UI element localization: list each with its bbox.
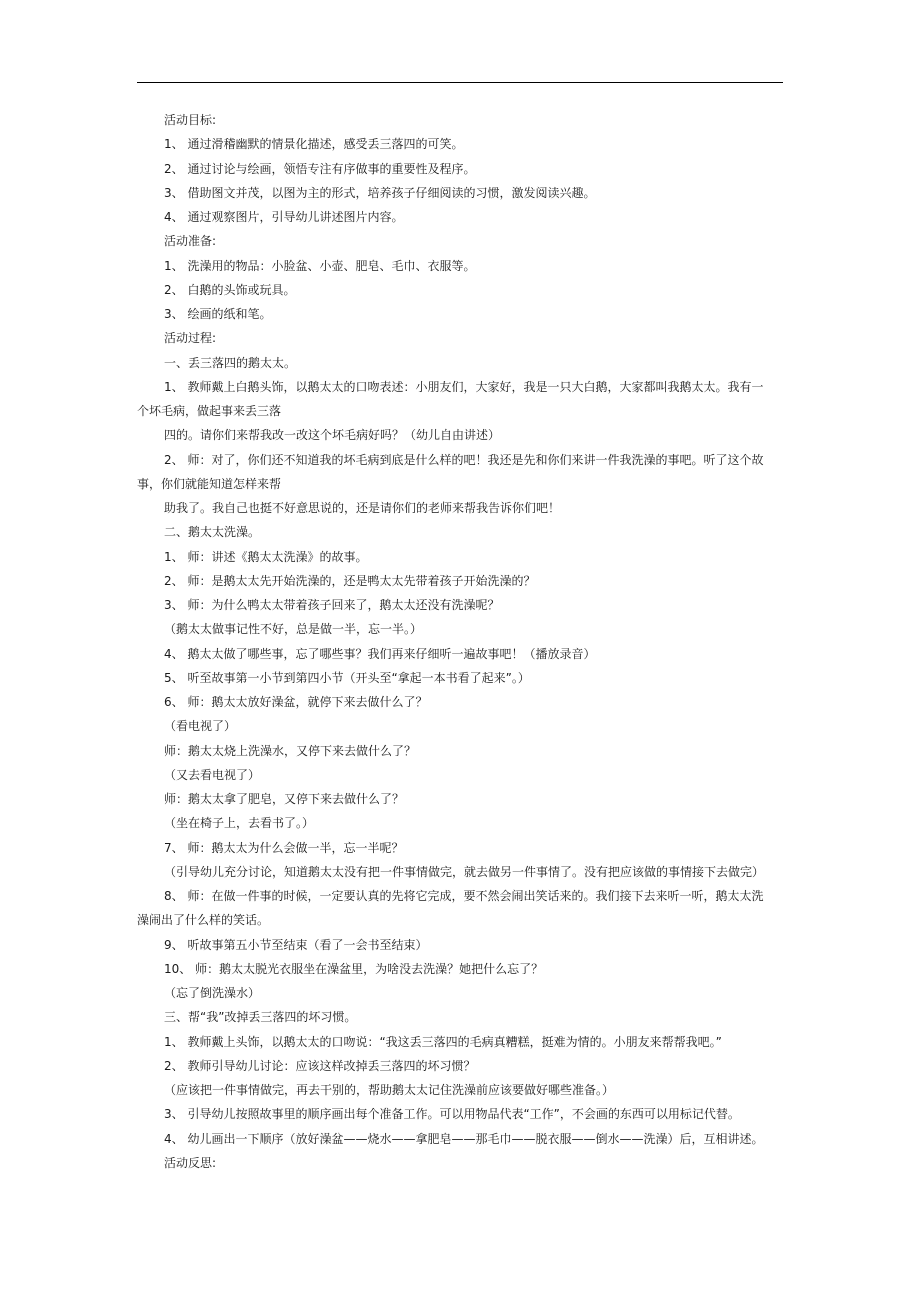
prep-item-3: 3、 绘画的纸和笔。 [164, 307, 272, 321]
paragraph-line: 四的。请你们来帮我改一改这个坏毛病好吗？（幼儿自由讲述） [164, 428, 501, 443]
subsection-heading-3: 三、帮“我”改掉丢三落四的坏习惯。 [164, 1010, 357, 1025]
paragraph-line: 助我了。我自己也挺不好意思说的，还是请你们的老师来帮我告诉你们吧！ [164, 501, 561, 515]
goal-item-3: 3、 借助图文并茂，以图为主的形式，培养孩子仔细阅读的习惯，激发阅读兴趣。 [164, 185, 596, 200]
paragraph-line: 4、 幼儿画出一下顺序（放好澡盆——烧水——拿肥皂——那毛巾——脱衣服——倒水——洗澡）后，互相讲述。 [164, 1131, 764, 1146]
paragraph-line: （忘了倒洗澡水） [164, 986, 261, 1000]
prep-item-1: 1、 洗澡用的物品：小脸盆、小壶、肥皂、毛巾、衣服等。 [164, 258, 476, 273]
paragraph-line: 6、 师：鹅太太放好澡盆，就停下来去做什么了？ [164, 695, 428, 709]
paragraph-line: 1、 师：讲述《鹅太太洗澡》的故事。 [164, 549, 368, 564]
paragraph-line: 2、 教师引导幼儿讨论：应该这样改掉丢三落四的坏习惯？ [164, 1058, 476, 1073]
paragraph-line: 事，你们就能知道怎样来帮 [137, 476, 282, 491]
paragraph-line: 5、 听至故事第一小节到第四小节（开头至“拿起一本书看了起来”。） [164, 670, 530, 685]
paragraph-line: （鹅太太做事记性不好，总是做一半，忘一半。） [164, 622, 423, 637]
paragraph-line: 个坏毛病，做起事来丢三落 [137, 404, 282, 418]
subsection-heading-1: 一、丢三落四的鹅太太。 [164, 355, 297, 370]
goal-item-4: 4、 通过观察图片，引导幼儿讲述图片内容。 [164, 210, 404, 224]
prep-item-2: 2、 白鹅的头饰或玩具。 [164, 282, 296, 297]
paragraph-line: 2、 师：对了，你们还不知道我的坏毛病到底是什么样的吧！我还是先和你们来讲一件我洗澡的事吧。听了这个故 [164, 452, 764, 467]
section-heading-goals: 活动目标: [164, 113, 217, 127]
goal-item-2: 2、 通过讨论与绘画，领悟专注有序做事的重要性及程序。 [164, 161, 476, 176]
paragraph-line: （引导幼儿充分讨论，知道鹅太太没有把一件事情做完，就去做另一件事情了。没有把应该做的事情接下去做完） [164, 864, 765, 879]
section-heading-process: 活动过程: [164, 331, 217, 346]
document-body [137, 108, 783, 1175]
paragraph-line: 8、 师：在做一件事的时候，一定要认真的先将它完成，要不然会闹出笑话来的。我们接下去来听一听，鹅太太洗 [164, 889, 764, 903]
paragraph-line: 1、 教师戴上头饰，以鹅太太的口吻说：“我这丢三落四的毛病真糟糕，挺难为情的。小朋友来帮帮我吧。” [164, 1034, 722, 1049]
paragraph-line: 3、 引导幼儿按照故事里的顺序画出每个准备工作。可以用物品代表“工作”，不会画的东西可以用标记代替。 [164, 1107, 740, 1122]
paragraph-line: 4、 鹅太太做了哪些事，忘了哪些事？我们再来仔细听一遍故事吧！（播放录音） [164, 646, 596, 661]
paragraph-line: 师：鹅太太烧上洗澡水，又停下来去做什么了？ [164, 743, 417, 758]
section-heading-reflection: 活动反思: [164, 1155, 217, 1170]
goal-item-1: 1、 通过滑稽幽默的情景化描述，感受丢三落四的可笑。 [164, 137, 464, 152]
paragraph-line: 澡闹出了什么样的笑话。 [137, 913, 270, 928]
paragraph-line: 2、 师：是鹅太太先开始洗澡的，还是鸭太太先带着孩子开始洗澡的？ [164, 573, 536, 588]
header-rule [137, 82, 783, 83]
subsection-heading-2: 二、鹅太太洗澡。 [164, 525, 261, 540]
paragraph-line: 10、 师：鹅太太脱光衣服坐在澡盆里，为啥没去洗澡？她把什么忘了？ [164, 961, 544, 976]
section-heading-preparation: 活动准备: [164, 234, 217, 249]
paragraph-line: 3、 师：为什么鸭太太带着孩子回来了，鹅太太还没有洗澡呢？ [164, 598, 500, 612]
paragraph-line: 9、 听故事第五小节至结束（看了一会书至结束） [164, 937, 428, 952]
paragraph-line: （又去看电视了） [164, 767, 261, 782]
paragraph-line: 7、 师：鹅太太为什么会做一半，忘一半呢？ [164, 840, 404, 855]
paragraph-line: （看电视了） [164, 719, 237, 734]
paragraph-line: 1、 教师戴上白鹅头饰，以鹅太太的口吻表述：小朋友们，大家好，我是一只大白鹅，大家都叫我鹅太太。我有一 [164, 379, 764, 394]
paragraph-line: （应该把一件事情做完，再去干别的，帮助鹅太太记住洗澡前应该要做好哪些准备。） [164, 1083, 615, 1097]
paragraph-line: （坐在椅子上，去看书了。） [164, 816, 315, 831]
paragraph-line: 师：鹅太太拿了肥皂，又停下来去做什么了？ [164, 792, 405, 806]
